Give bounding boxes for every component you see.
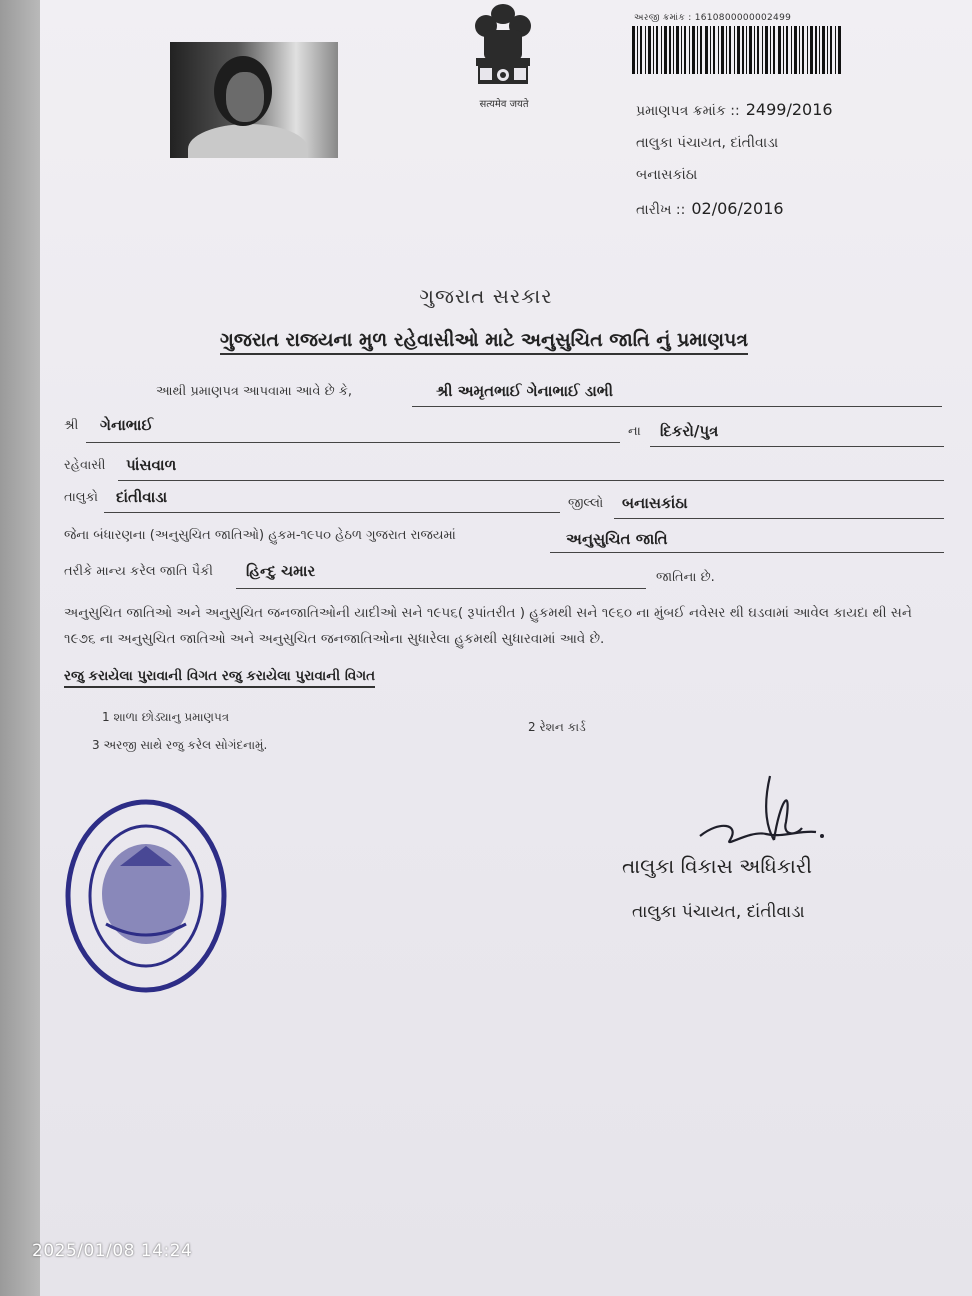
taluka-label: તાલુકો [64, 490, 99, 505]
evidence-item: 1 શાળા છોડ્યાનુ પ્રમાણપત્ર [102, 710, 230, 724]
father-underline [86, 442, 620, 443]
photo-timestamp: 2025/01/08 14:24 [32, 1241, 193, 1261]
applicant-name: શ્રી અમૃતભાઈ ગેનાભાઈ ડાભી [436, 382, 614, 400]
evidence-item: 2 રેશન કાર્ડ [528, 720, 586, 734]
applicant-photo [170, 42, 338, 158]
relation-underline [650, 446, 944, 447]
name-underline [412, 406, 942, 407]
taluka-value: દાંતીવાડા [116, 488, 168, 506]
evidence-heading: રજુ કરાયેલા પુરાવાની વિગત રજુ કરાયેલા પુરાવાની વિગત [64, 668, 375, 688]
barcode [632, 26, 844, 74]
seal-text: તાલુકા પંચાયત દાંતીવાડા જી.બનાસકાંઠા [146, 992, 163, 993]
office-seal [62, 796, 230, 996]
certificate-number: 2499/2016 [745, 100, 833, 119]
relation-value: દિકરો/પુત્ર [660, 422, 719, 440]
recognized-label: તરીકે માન્ય કરેલ જાતિ પૈકી [64, 564, 213, 579]
officer-office: તાલુકા પંચાયત, દાંતીવાડા [632, 902, 805, 922]
caste-underline [236, 588, 646, 589]
relation-label: ના [628, 424, 641, 439]
certificate-number-row: પ્રમાણપત્ર ક્રમાંક :: 2499/2016 [636, 100, 833, 119]
district-value: બનાસકાંઠા [622, 494, 688, 512]
category-value: અનુસુચિત જાતિ [566, 530, 668, 548]
taluka-underline [104, 512, 560, 513]
issuing-district: બનાસકાંઠા [636, 167, 698, 183]
caste-suffix: જાતિના છે. [656, 570, 715, 585]
issue-date-row: તારીખ :: 02/06/2016 [636, 199, 784, 218]
residence-underline [118, 480, 944, 481]
officer-designation: તાલુકા વિકાસ અધિકારી [622, 854, 812, 878]
legal-paragraph: અનુસુચિત જાતિઓ અને અનુસુચિત જનજાતિઓની યાદીઓ સને ૧૯૫૬( રૂપાંતરીત ) હુકમથી સને ૧૯૬૦ ના મુંબઈ નવેસર થી ઘડવામાં આવેલ કાયદા થી સને ૧૯૭૬ ના અનુસુચિત જાતિઓ અને અનુસુચિત જનજાતિઓના સુધારેલા હુકમથી સુધારવામાં આવે છે. [64, 605, 912, 647]
residence-label: રહેવાસી [64, 458, 106, 473]
constitution-label: જેના બંધારણના (અનુસુચિત જાતિઓ) હુકમ-૧૯૫૦ હેઠળ ગુજરાત રાજયમાં [64, 528, 456, 543]
signature [670, 770, 830, 850]
certificate-heading: ગુજરાત રાજયના મુળ રહેવાસીઓ માટે અનુસુચિત જાતિ નું પ્રમાણપત્ર [220, 329, 748, 355]
application-number: અરજી ક્રમાંક : 1610800000002499 [634, 13, 792, 23]
district-label: જીલ્લો [568, 496, 604, 511]
residence-value: પાંસવાળ [126, 456, 177, 474]
caste-value: હિન્દુ ચમાર [246, 562, 316, 580]
evidence-item: 3 અરજી સાથે રજુ કરેલ સોગંદનામું. [92, 738, 268, 752]
father-name: ગેનાભાઈ [100, 416, 154, 434]
father-label: શ્રી [64, 418, 79, 433]
issuing-office: તાલુકા પંચાયત, દાંતીવાડા [636, 135, 779, 151]
district-underline [614, 518, 944, 519]
issue-date: 02/06/2016 [691, 199, 784, 218]
intro-label: આથી પ્રમાણપત્ર આપવામા આવે છે કે, [156, 384, 353, 399]
emblem-motto: सत्यमेव जयते [479, 99, 529, 110]
government-title: ગુજરાત સરકાર [419, 284, 553, 308]
category-underline [550, 552, 944, 553]
